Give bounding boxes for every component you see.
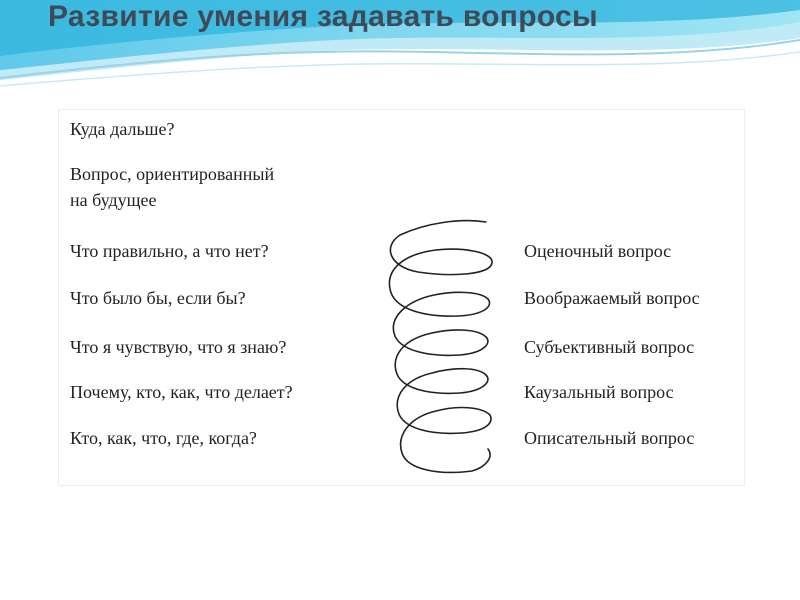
type-imaginary: Воображаемый вопрос	[524, 288, 700, 308]
slide-title: Развитие умения задавать вопросы	[48, 0, 598, 33]
type-causal: Каузальный вопрос	[524, 382, 674, 402]
question-types-diagram	[52, 103, 751, 492]
question-feel-know: Что я чувствую, что я знаю?	[70, 337, 287, 357]
question-who-what-where-when: Кто, как, что, где, когда?	[70, 428, 257, 448]
future-question-label-line2: на будущее	[70, 190, 157, 210]
type-subjective: Субъективный вопрос	[524, 337, 695, 357]
type-evaluative: Оценочный вопрос	[524, 241, 672, 261]
question-why-who-how: Почему, кто, как, что делает?	[70, 382, 293, 402]
spiral-drawing	[382, 213, 512, 483]
question-what-if: Что было бы, если бы?	[70, 288, 246, 308]
question-right-or-wrong: Что правильно, а что нет?	[70, 241, 269, 261]
question-where-next: Куда дальше?	[70, 119, 175, 139]
future-question-label-line1: Вопрос, ориентированный	[70, 164, 275, 184]
type-descriptive: Описательный вопрос	[524, 428, 695, 448]
